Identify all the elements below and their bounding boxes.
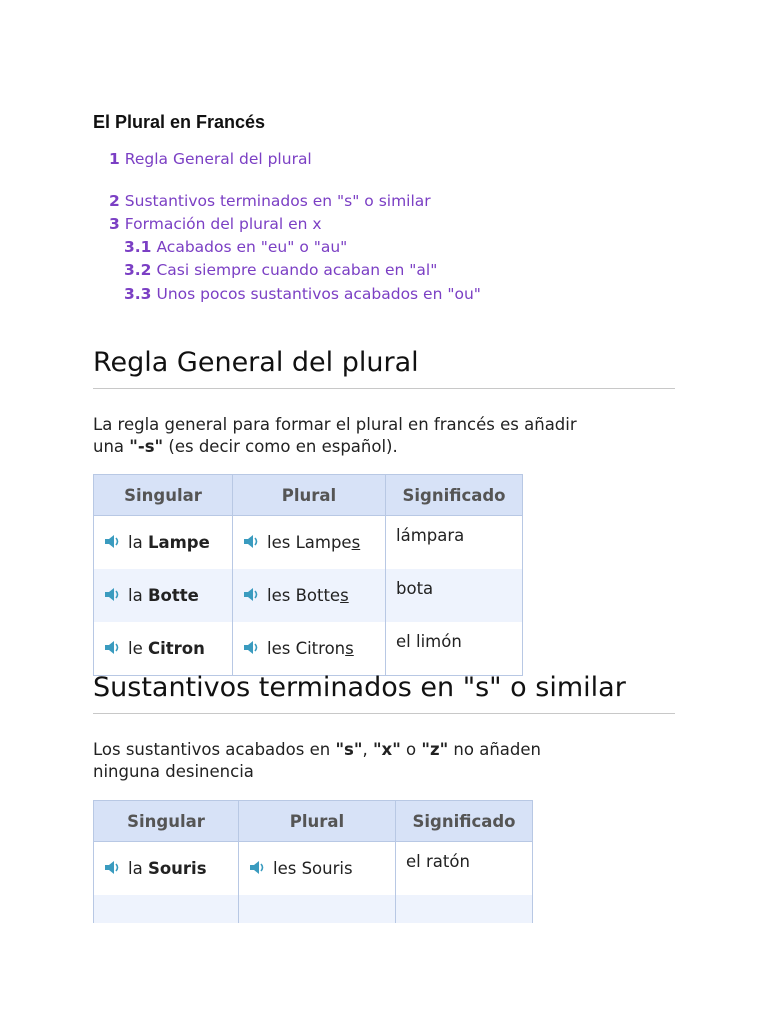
article: la [128,533,143,552]
section1-paragraph [93,414,683,458]
para-text: Los sustantivos acabados en [93,740,336,759]
singular-cell [94,622,233,676]
para-text: (es decir como en español). [163,437,398,456]
section2-paragraph [93,739,683,783]
singular-cell [94,516,233,570]
column-header: Singular [94,801,239,842]
plural-cell [233,622,386,676]
plural-cell [239,842,396,896]
plural-ending: s [340,586,349,605]
table-row [94,622,523,676]
toc-number: 3.1 [124,238,152,256]
empty-cell [239,895,396,923]
toc-title: El Plural en Francés [93,112,266,132]
speaker-icon[interactable] [104,534,122,549]
toc-link-1[interactable] [109,150,312,168]
table-header-row [94,801,533,842]
toc-link-3-3[interactable] [124,285,481,303]
speaker-icon[interactable] [243,640,261,655]
para-bold: "-s" [129,437,164,456]
speaker-icon[interactable] [249,860,267,875]
speaker-icon[interactable] [104,640,122,655]
speaker-icon[interactable] [104,860,122,875]
article: la [128,859,143,878]
toc-number: 3.3 [124,285,152,303]
speaker-icon[interactable] [104,587,122,602]
plural-table-s-endings [93,800,533,923]
column-header: Plural [239,801,396,842]
toc-label: Acabados en "eu" o "au" [156,238,348,256]
plural-table-general [93,474,523,676]
para-text: no añaden [448,740,541,759]
plural-stem: les Citron [267,639,346,658]
empty-cell [396,895,533,923]
plural-ending: s [345,639,354,658]
toc-number: 3.2 [124,261,152,279]
table-row [94,569,523,622]
word: Souris [147,859,207,878]
article: le [128,639,143,658]
toc-label: Sustantivos terminados en "s" o similar [124,192,431,210]
para-line: ninguna desinencia [93,762,254,781]
speaker-icon[interactable] [243,534,261,549]
section-heading-regla-general: Regla General del plural [93,347,675,389]
para-bold: "x" [372,740,401,759]
meaning-cell: el limón [386,622,523,676]
plural-word: les Souris [273,859,353,878]
para-text: o [400,740,422,759]
column-header: Plural [233,475,386,516]
section-heading-sustantivos-s: Sustantivos terminados en "s" o similar [93,672,675,714]
plural-stem: les Botte [267,586,341,605]
para-text: , [362,740,373,759]
para-bold: "z" [421,740,449,759]
toc-number: 2 [109,192,120,210]
column-header: Significado [396,801,533,842]
speaker-icon[interactable] [243,587,261,602]
singular-cell [94,569,233,622]
table-header-row [94,475,523,516]
para-text: una [93,437,130,456]
plural-cell [233,569,386,622]
column-header: Significado [386,475,523,516]
meaning-cell: bota [386,569,523,622]
article: la [128,586,143,605]
word: Lampe [147,533,210,552]
toc-label: Regla General del plural [124,150,312,168]
meaning-cell: el ratón [396,842,533,896]
toc-label: Formación del plural en x [124,215,322,233]
table-row [94,895,533,923]
toc-number: 1 [109,150,120,168]
column-header: Singular [94,475,233,516]
para-line: La regla general para formar el plural en francés es añadir [93,415,577,434]
table-row [94,842,533,896]
toc-link-3[interactable] [109,215,322,233]
singular-cell [94,842,239,896]
toc-label: Unos pocos sustantivos acabados en "ou" [156,285,481,303]
meaning-cell: lámpara [386,516,523,570]
plural-ending: s [351,533,361,552]
word: Citron [148,639,205,658]
word: Botte [147,586,199,605]
table-row [94,516,523,570]
toc-label: Casi siempre cuando acaban en "al" [156,261,438,279]
toc-number: 3 [109,215,120,233]
empty-cell [94,895,239,923]
toc-link-2[interactable] [109,192,431,210]
toc-link-3-1[interactable] [124,238,347,256]
para-bold: "s" [335,740,363,759]
plural-stem: les Lampe [267,533,352,552]
toc-link-3-2[interactable] [124,261,437,279]
plural-cell [233,516,386,570]
